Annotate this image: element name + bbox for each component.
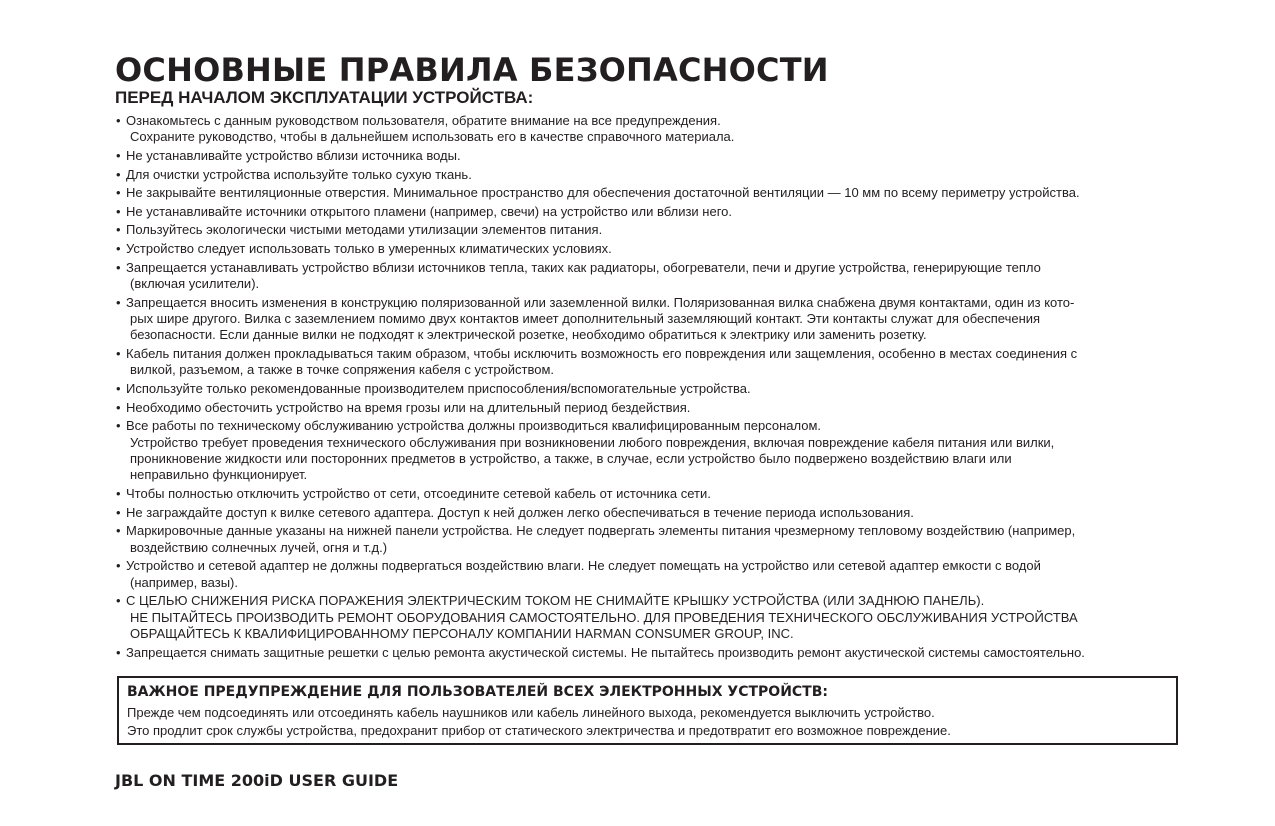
warning-line: Это продлит срок службы устройства, предохранит прибор от статического электричества и предотвратит его возможное повреждение. (127, 723, 951, 738)
safety-rule-text (126, 295, 1195, 344)
safety-rule-text (126, 558, 1195, 591)
safety-rule-line: проникновение жидкости или посторонних предметов в устройство, а также, в случае, если устройство было подвержено воздействию влаги или (130, 450, 1012, 466)
safety-rules-list (115, 113, 1195, 661)
safety-rule-text (126, 400, 1195, 416)
safety-rule-line: (например, вазы). (130, 574, 238, 590)
safety-rule-text (126, 505, 1195, 521)
bullet-marker: • (116, 644, 121, 660)
warning-line: Прежде чем подсоединять или отсоединять кабель наушников или кабель линейного выхода, рекомендуется выключить устройство. (127, 705, 935, 720)
safety-rule-item (115, 260, 1195, 293)
safety-rule-text (126, 645, 1195, 661)
bullet-marker: • (116, 558, 121, 574)
safety-rule-line: Не закрывайте вентиляционные отверстия. Минимальное пространство для обеспечения достаточной вентиляции — 10 мм по всему периметру устройства. (126, 185, 1080, 201)
safety-rule-item (115, 593, 1195, 642)
safety-rule-item (115, 295, 1195, 344)
important-warning-box (117, 676, 1178, 745)
safety-rule-line: Ознакомьтесь с данным руководством пользователя, обратите внимание на все предупреждения. (126, 113, 721, 128)
safety-rule-line: Не устанавливайте источники открытого пламени (например, свечи) на устройство или вблизи него. (126, 203, 733, 219)
safety-rule-line: Пользуйтесь экологически чистыми методами утилизации элементов питания. (126, 222, 603, 238)
bullet-marker: • (116, 380, 121, 396)
safety-rule-line: Необходимо обесточить устройство на время грозы или на длительный период бездействия. (126, 399, 691, 415)
bullet-marker: • (116, 294, 121, 310)
safety-rule-text (126, 222, 1195, 238)
safety-rule-text (126, 113, 1195, 146)
safety-rule-item (115, 418, 1195, 484)
safety-rule-line: Не заграждайте доступ к вилке сетевого адаптера. Доступ к ней должен легко обеспечиваться в течение периода использования. (126, 504, 914, 520)
safety-rule-item (115, 558, 1195, 591)
safety-rule-line: воздействию солнечных лучей, огня и т.д.) (130, 539, 388, 555)
bullet-marker: • (116, 148, 121, 163)
bullet-marker: • (116, 203, 121, 219)
safety-rule-line: Устройство требует проведения технического обслуживания при возникновении любого повреждения, включая повреждение кабеля питания или вилки, (130, 434, 1055, 450)
safety-rule-line: Используйте только рекомендованные производителем приспособления/вспомогательные устройства. (126, 380, 751, 396)
safety-rule-text (126, 523, 1195, 556)
bullet-marker: • (116, 113, 121, 128)
safety-rule-line: Для очистки устройства используйте только сухую ткань. (126, 166, 472, 182)
safety-rule-line: Устройство и сетевой адаптер не должны подвергаться воздействию влаги. Не следует помещать на устройство или сетевой адаптер емкости с водой (126, 558, 1041, 574)
safety-rule-line: (включая усилители). (130, 275, 260, 291)
safety-rule-text (126, 346, 1195, 379)
safety-rule-text (126, 593, 1195, 642)
safety-rule-line: Чтобы полностью отключить устройство от сети, отсоедините сетевой кабель от источника сети. (126, 485, 711, 501)
bullet-marker: • (116, 345, 121, 361)
safety-rule-text (126, 148, 1195, 164)
safety-rule-item (115, 346, 1195, 379)
safety-rule-item (115, 486, 1195, 502)
bullet-marker: • (116, 240, 121, 256)
safety-rule-text (126, 204, 1195, 220)
safety-rule-item (115, 185, 1195, 201)
safety-rule-line: Устройство следует использовать только в умеренных климатических условиях. (126, 240, 612, 256)
bullet-marker: • (116, 399, 121, 415)
safety-rule-line: Запрещается вносить изменения в конструкцию поляризованной или заземленной вилки. Поляризованная вилка снабжена двумя контактами, один из кото- (126, 294, 1075, 310)
safety-rule-text (126, 381, 1195, 397)
safety-rule-item (115, 204, 1195, 220)
safety-rule-line: Все работы по техническому обслуживанию устройства должны производиться квалифицированным персоналом. (126, 418, 821, 434)
bullet-marker: • (116, 222, 121, 238)
safety-rule-item (115, 222, 1195, 238)
safety-rule-line: безопасности. Если данные вилки не подходят к электрической розетке, необходимо обратиться к электрику или заменить розетку. (130, 327, 927, 343)
safety-rule-line: рых шире другого. Вилка с заземлением помимо двух контактов имеет дополнительный заземляющий контакт. Эти контакты служат для обеспечения (130, 310, 1041, 326)
safety-rule-line: неправильно функционирует. (130, 467, 308, 483)
page-title: ОСНОВНЫЕ ПРАВИЛА БЕЗОПАСНОСТИ (115, 51, 829, 89)
safety-rule-line: вилкой, разъемом, а также в точке сопряжения кабеля с устройством. (130, 362, 555, 378)
safety-rule-item (115, 113, 1195, 146)
safety-rule-item (115, 167, 1195, 183)
safety-rule-line: Маркировочные данные указаны на нижней панели устройства. Не следует подвергать элементы питания чрезмерному тепловому воздействию (например, (126, 523, 1076, 539)
bullet-marker: • (116, 259, 121, 275)
bullet-marker: • (116, 593, 121, 609)
safety-rule-text (126, 260, 1195, 293)
safety-rule-line: Запрещается устанавливать устройство вблизи источников тепла, таких как радиаторы, обогреватели, печи и другие устройства, генерирующие тепло (126, 259, 1041, 275)
bullet-marker: • (116, 485, 121, 501)
footer-guide-title: JBL ON TIME 200iD USER GUIDE (115, 771, 399, 790)
safety-rule-line: С ЦЕЛЬЮ СНИЖЕНИЯ РИСКА ПОРАЖЕНИЯ ЭЛЕКТРИЧЕСКИМ ТОКОМ НЕ СНИМАЙТЕ КРЫШКУ УСТРОЙСТВА (ИЛИ ЗАДНЮЮ ПАНЕЛЬ). (126, 593, 985, 609)
safety-rule-line: Кабель питания должен прокладываться таким образом, чтобы исключить возможность его повреждения или защемления, особенно в местах соединения с (126, 345, 1078, 361)
bullet-marker: • (116, 418, 121, 434)
safety-rule-item (115, 645, 1195, 661)
safety-rule-line: Не устанавливайте устройство вблизи источника воды. (126, 148, 461, 163)
safety-rule-line: Запрещается снимать защитные решетки с целью ремонта акустической системы. Не пытайтесь производить ремонт акустической системы самостоятельно. (126, 644, 1085, 660)
safety-rule-item (115, 523, 1195, 556)
bullet-marker: • (116, 185, 121, 201)
safety-rule-item (115, 241, 1195, 257)
safety-rule-item (115, 400, 1195, 416)
safety-rule-item (115, 381, 1195, 397)
safety-rule-line: НЕ ПЫТАЙТЕСЬ ПРОИЗВОДИТЬ РЕМОНТ ОБОРУДОВАНИЯ САМОСТОЯТЕЛЬНО. ДЛЯ ПРОВЕДЕНИЯ ТЕХНИЧЕСКОГО ОБСЛУЖИВАНИЯ УСТРОЙСТВА (130, 609, 1078, 625)
warning-title: ВАЖНОЕ ПРЕДУПРЕЖДЕНИЕ ДЛЯ ПОЛЬЗОВАТЕЛЕЙ ВСЕХ ЭЛЕКТРОННЫХ УСТРОЙСТВ: (127, 684, 828, 700)
safety-rule-text (126, 486, 1195, 502)
bullet-marker: • (116, 504, 121, 520)
bullet-marker: • (116, 166, 121, 182)
safety-rule-text (126, 167, 1195, 183)
safety-rule-item (115, 148, 1195, 164)
safety-rule-text (126, 241, 1195, 257)
safety-rule-text (126, 185, 1195, 201)
safety-page (115, 52, 1195, 663)
safety-rule-item (115, 505, 1195, 521)
safety-rule-line: ОБРАЩАЙТЕСЬ К КВАЛИФИЦИРОВАННОМУ ПЕРСОНАЛУ КОМПАНИИ HARMAN CONSUMER GROUP, INC. (130, 625, 794, 641)
safety-rule-line: Сохраните руководство, чтобы в дальнейшем использовать его в качестве справочного материала. (130, 129, 735, 145)
page-subtitle: ПЕРЕД НАЧАЛОМ ЭКСПЛУАТАЦИИ УСТРОЙСТВА: (115, 88, 534, 107)
bullet-marker: • (116, 523, 121, 539)
safety-rule-text (126, 418, 1195, 484)
